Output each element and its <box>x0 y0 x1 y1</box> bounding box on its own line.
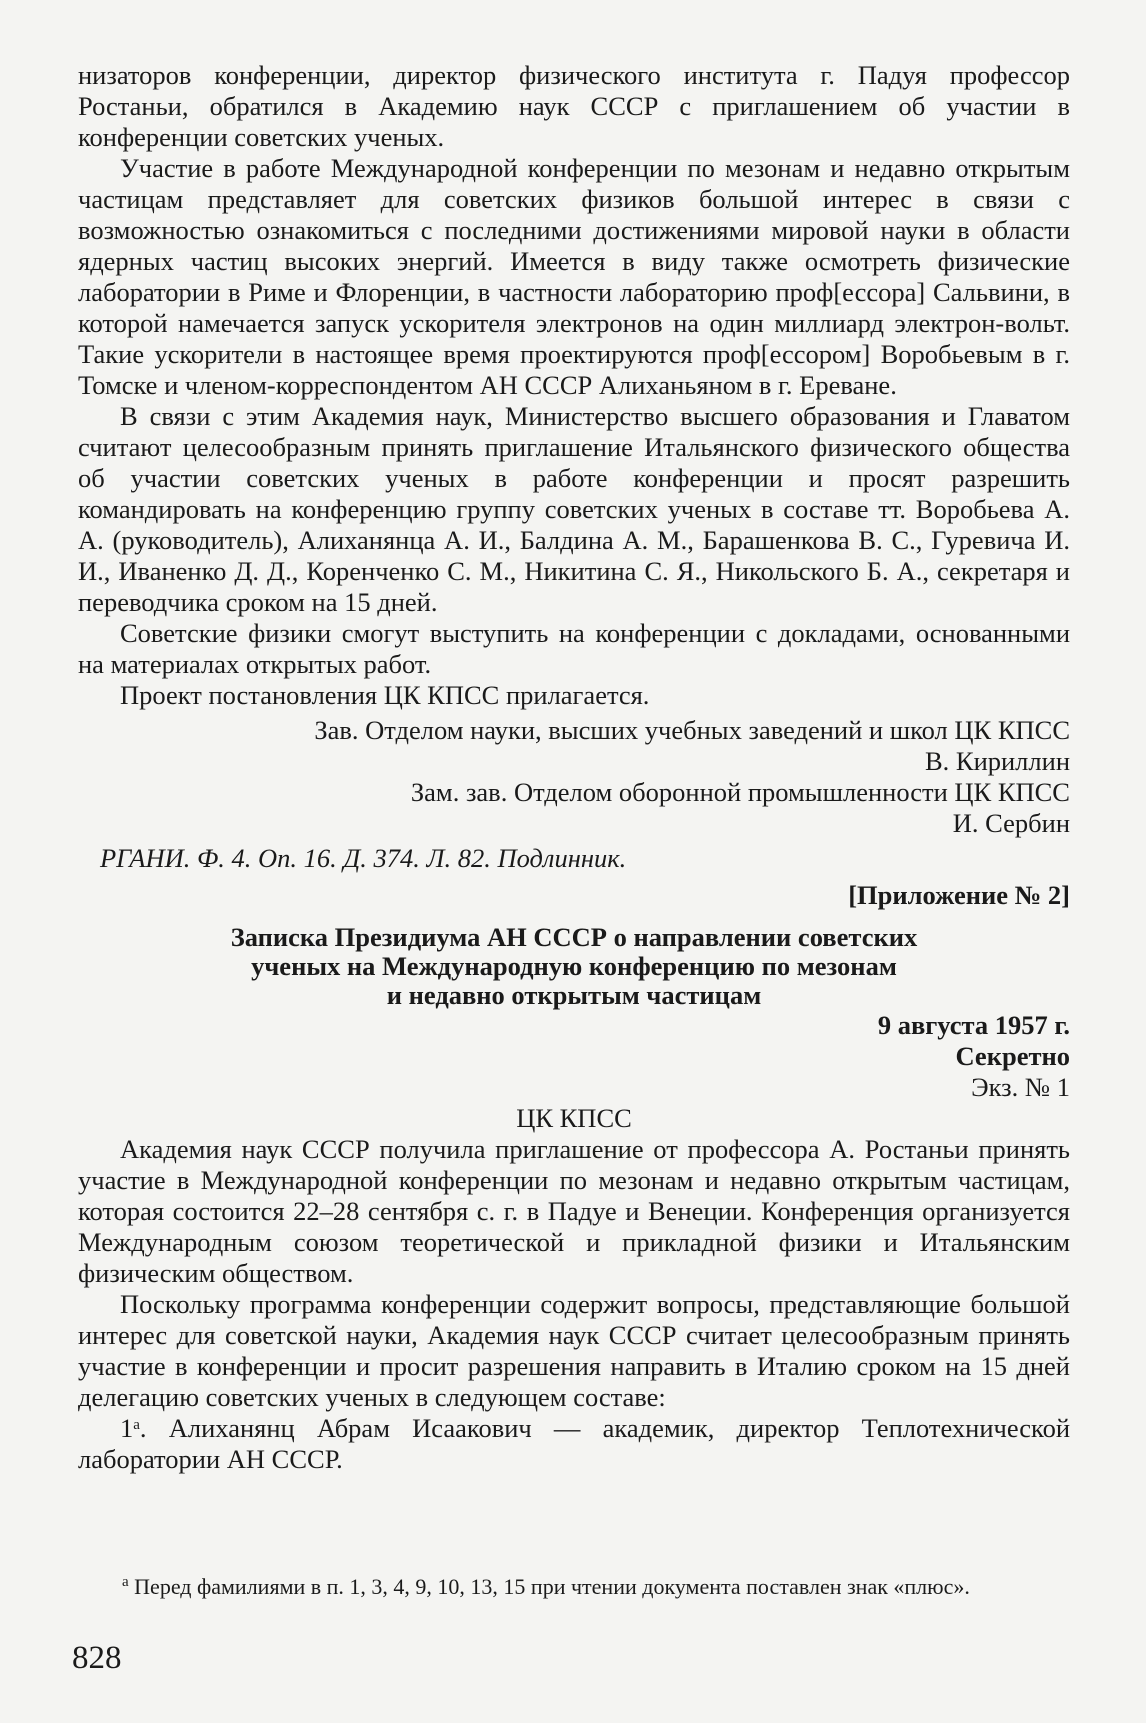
paragraph-3: В связи с этим Академия наук, Министерство высшего образования и Главатом считают целесообразным принять приглашение Итальянского физического общества об участии советских ученых в работе конференции и просят разрешить командировать на конференцию группу советских ученых в составе тт. Воробьева А. А. (руководитель), Алиханянца А. И., Балдина А. М., Барашенкова В. С., Гуревича И. И., Иваненко Д. Д., Коренченко С. М., Никитина С. Я., Никольского Б. А., секретаря и переводчика сроком на 15 дней. <box>78 401 1070 617</box>
paragraph-5: Проект постановления ЦК КПСС прилагается. <box>120 680 650 710</box>
paragraph-1: низаторов конференции, директор физического института г. Падуя профессор Ростаньи, обратился в Академию наук СССР с приглашением об участии в конференции советских ученых. <box>78 60 1070 152</box>
paragraph-7: Поскольку программа конференции содержит вопросы, представляющие большой интерес для советской науки, Академия наук СССР считает целесообразным принять участие в конференции и просит разрешения направить в Италию сроком на 15 дней делегацию советских ученых в следующем составе: <box>78 1289 1070 1412</box>
list-item-1-text: . Алиханянц Абрам Исаакович — академик, директор Теплотехнической лаборатории АН СССР. <box>78 1413 1070 1474</box>
signature-2-title: Зам. зав. Отделом оборонной промышленности ЦК КПСС <box>410 777 1070 807</box>
signature-2-name: И. Сербин <box>952 808 1070 838</box>
paragraph-2: Участие в работе Международной конференции по мезонам и недавно открытым частицам представляет для советских физиков большой интерес в связи с возможностью ознакомиться с последними достижениями мировой науки в области ядерных частиц высоких энергий. Имеется в виду также осмотреть физические лаборатории в Риме и Флоренции, в частности лабораторию проф[ессора] Сальвини, в которой намечается запуск ускорителя электронов на один миллиард электрон-вольт. Такие ускорители в настоящее время проектируются проф[ессором] Воробьевым в г. Томске и членом-корреспондентом АН СССР Алиханьяном в г. Ереване. <box>78 153 1070 400</box>
appendix-label: [Приложение № 2] <box>848 880 1070 910</box>
signature-1-name: В. Кириллин <box>924 746 1070 776</box>
paragraph-6: Академия наук СССР получила приглашение от профессора А. Ростаньи принять участие в Международной конференции по мезонам и недавно открытым частицам, которая состоится 22–28 сентября с. г. в Падуе и Венеции. Конференция организуется Международным союзом теоретической и прикладной физики и Итальянским физическим обществом. <box>78 1134 1070 1288</box>
list-item-1-footnote-mark: а <box>133 1417 140 1433</box>
upper-text <box>78 60 1070 1475</box>
footnote-mark: а <box>122 1574 129 1590</box>
paragraph-4: Советские физики смогут выступить на конференции с докладами, основанными на материалах открытых работ. <box>78 618 1070 679</box>
secrecy-label: Секретно <box>955 1041 1070 1071</box>
archive-reference: РГАНИ. Ф. 4. Оп. 16. Д. 374. Л. 82. Подлинник. <box>100 843 627 873</box>
heading-line-3: и недавно открытым частицам <box>386 980 762 1010</box>
heading-line-2: ученых на Международную конференцию по мезонам <box>251 951 897 981</box>
addressee: ЦК КПСС <box>516 1103 632 1133</box>
signature-1-title: Зав. Отделом науки, высших учебных заведений и школ ЦК КПСС <box>314 715 1070 745</box>
document-date: 9 августа 1957 г. <box>877 1010 1070 1040</box>
footnote-text: Перед фамилиями в п. 1, 3, 4, 9, 10, 13, 15 при чтении документа поставлен знак «плюс». <box>128 1574 970 1599</box>
footnote <box>78 1572 1070 1601</box>
list-item-1 <box>78 1413 1070 1475</box>
heading-line-1: Записка Президиума АН СССР о направлении советских <box>230 922 918 952</box>
copy-number: Экз. № 1 <box>971 1072 1070 1102</box>
document-heading <box>78 923 1070 1010</box>
list-item-1-number: 1 <box>120 1413 134 1443</box>
page-number: 828 <box>72 1640 122 1676</box>
